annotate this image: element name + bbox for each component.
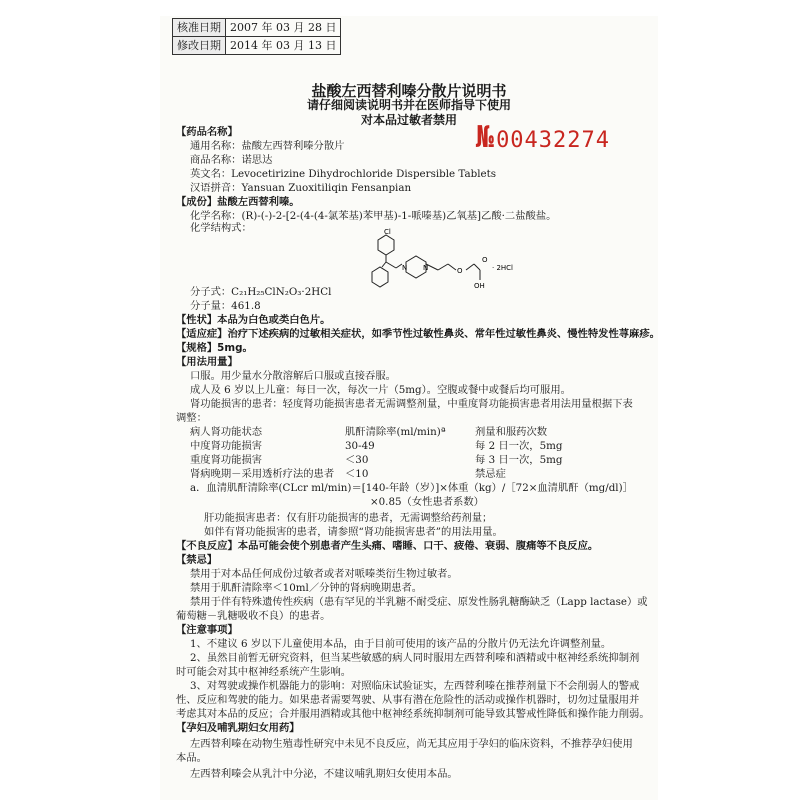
chemical-structure-diagram (368, 226, 528, 306)
usage-line-4: 调整： (176, 412, 207, 424)
table-cell: 肾病晚期－采用透析疗法的患者 (190, 468, 335, 480)
caution-line-5: 性、反应和驾驶的能力。如果患者需要驾驶、从事有潜在危险性的活动或操作机器时，切勿过量服用并 (176, 694, 640, 706)
table-cell: 每 2 日一次，5mg (475, 440, 563, 452)
trade-name: 商品名称：诺思达 (190, 154, 273, 166)
hcl-label: · 2HCl (492, 264, 513, 272)
table-cell: 30-49 (345, 440, 375, 452)
revise-date: 2014 年 03 月 13 日 (226, 37, 341, 55)
contra-line-1: 禁用于对本品任何成份过敏者或者对哌嗪类衍生物过敏者。 (190, 568, 458, 580)
section-indication: 【适应症】治疗下述疾病的过敏相关症状，如季节性过敏性鼻炎、常年性过敏性鼻炎、慢性特发性荨麻疹。 (176, 328, 660, 340)
contra-line-4: 葡萄糖－乳糖吸收不良）的患者。 (176, 610, 331, 622)
approve-date: 2007 年 03 月 28 日 (226, 19, 341, 37)
table-cell: 病人肾功能状态 (190, 426, 263, 438)
revise-label: 修改日期 (173, 37, 226, 55)
structure-label: 化学结构式： (190, 222, 252, 234)
approval-dates-table (172, 18, 341, 55)
nitrogen-label-2: N (423, 264, 429, 272)
usage-line-2: 成人及 6 岁以上儿童：每日一次，每次一片（5mg）。空腹或餐中或餐后均可服用。 (190, 384, 571, 396)
oxygen-label-2: O (482, 256, 488, 264)
pregnancy-line-2: 本品。 (176, 752, 207, 764)
document-title: 盐酸左西替利嗪分散片说明书 (311, 82, 507, 100)
table-row (190, 454, 640, 467)
chlorine-label: Cl (384, 228, 391, 236)
caution-line-3: 时可能会对其中枢神经系统产生影响。 (176, 666, 352, 678)
usage-line-1: 口服。用少量水分散溶解后口服或直接吞服。 (190, 370, 396, 382)
approve-row (173, 19, 341, 37)
contra-line-2: 禁用于肌酐清除率＜10ml／分钟的肾病晚期患者。 (190, 582, 423, 594)
usage-line-3: 肾功能损害的患者：轻度肾功能损害患者无需调整剂量，中重度肾功能损害患者用法用量根据下表 (190, 398, 633, 410)
contra-line-3: 禁用于伴有特殊遗传性疾病（患有罕见的半乳糖不耐受症、原发性肠乳糖酶缺乏（Lapp lactase）或 (190, 596, 648, 608)
hydroxyl-label: OH (474, 282, 485, 290)
caution-line-6: 考虑其对本品的反应；合并服用酒精或其他中枢神经系统抑制剂可能导致其警戒性降低和操作能力削弱。 (176, 708, 650, 720)
table-cell: 中度肾功能损害 (190, 440, 263, 452)
serial-prefix: № (476, 120, 493, 155)
pregnancy-line-1: 左西替利嗪在动物生殖毒性研究中未见不良反应，尚无其应用于孕妇的临床资料，不推荐孕妇使用 (190, 738, 633, 750)
table-cell: 剂量和服药次数 (475, 426, 548, 438)
revise-row (173, 37, 341, 55)
usage-line-6: 如伴有肾功能损害的患者，请参照“肾功能损害患者”的用法用量。 (204, 526, 503, 538)
molecular-weight: 分子量：461.8 (190, 300, 261, 312)
oxygen-label-1: O (457, 267, 463, 275)
approve-label: 核准日期 (173, 19, 226, 37)
section-drug-name: 【药品名称】 (176, 126, 238, 138)
section-composition: 【成份】盐酸左西替利嗪。 (176, 196, 300, 208)
pinyin-name: 汉语拼音：Yansuan Zuoxitiliqin Fensanpian (190, 182, 412, 194)
caution-line-4: 3、对驾驶或操作机器能力的影响：对照临床试验证实，左西替利嗪在推荐剂量下不会削弱人的警戒 (190, 680, 640, 692)
document-subtitle: 请仔细阅读说明书并在医师指导下使用 (306, 98, 511, 112)
usage-line-5: 肝功能损害患者：仅有肝功能损害的患者，无需调整给药剂量； (204, 512, 493, 524)
table-row (190, 468, 640, 481)
allergy-warning: 对本品过敏者禁用 (360, 113, 457, 127)
table-cell: 每 3 日一次，5mg (475, 454, 563, 466)
english-name: 英文名：Levocetirizine Dihydrochloride Dispersible Tablets (190, 168, 497, 180)
section-adverse: 【不良反应】本品可能会使个别患者产生头痛、嗜睡、口干、疲倦、衰弱、腹痛等不良反应。 (176, 540, 599, 552)
section-pregnancy: 【孕妇及哺乳期妇女用药】 (176, 722, 300, 734)
section-contra: 【禁忌】 (176, 554, 218, 566)
table-cell: 禁忌症 (475, 468, 506, 480)
caution-line-2: 2、虽然目前暂无研究资料，但当某些敏感的病人同时服用左西替利嗪和酒精或中枢神经系统抑制剂 (190, 652, 640, 664)
section-character: 【性状】本品为白色或类白色片。 (176, 314, 331, 326)
clearance-formula-note: a．血清肌酐清除率(CLcr ml/min)＝[140-年龄（岁）]×体重（kg）/［72×血清肌酐（mg/dl)］ (190, 482, 633, 494)
table-cell: 重度肾功能损害 (190, 454, 263, 466)
table-row (190, 426, 640, 439)
section-spec: 【规格】5mg。 (176, 342, 253, 354)
section-usage: 【用法用量】 (176, 356, 238, 368)
table-cell: ＜30 (345, 454, 369, 466)
generic-name: 通用名称：盐酸左西替利嗪分散片 (190, 140, 345, 152)
clearance-formula-note-2: ×0.85（女性患者系数） (370, 496, 484, 508)
serial-number (476, 120, 610, 155)
table-row (190, 440, 640, 453)
caution-line-1: 1、不建议 6 岁以下儿童使用本品，由于目前可使用的该产品的分散片仍无法允许调整剂量。 (190, 638, 612, 650)
chemical-name: 化学名称：(R)-(-)-2-[2-(4-(4-氯苯基)苯甲基)-1-哌嗪基)乙氧基]乙酸·二盐酸盐。 (190, 210, 557, 222)
molecular-formula: 分子式：C₂₁H₂₅ClN₂O₃·2HCl (190, 286, 332, 298)
table-cell: 肌酐清除率(ml/min)ª (345, 426, 446, 438)
serial-digits: 00432274 (496, 128, 611, 153)
section-caution: 【注意事项】 (176, 624, 238, 636)
nitrogen-label-1: N (402, 264, 408, 272)
pregnancy-line-3: 左西替利嗪会从乳汁中分泌，不建议哺乳期妇女使用本品。 (190, 768, 458, 780)
table-cell: ＜10 (345, 468, 369, 480)
